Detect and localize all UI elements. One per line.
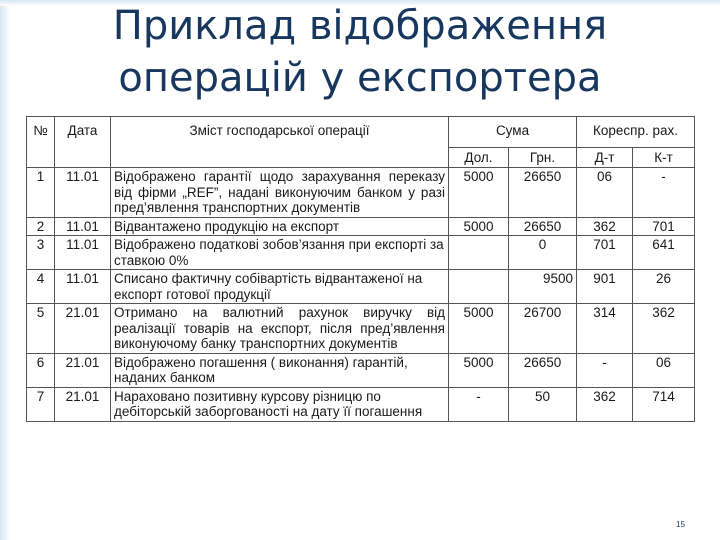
row-dt: 362 bbox=[577, 217, 633, 236]
row-content: Відвантажено продукцію на експорт bbox=[111, 217, 449, 236]
row-dol: - bbox=[449, 387, 509, 421]
row-uah: 9500 bbox=[509, 270, 577, 304]
row-dol: 5000 bbox=[449, 353, 509, 387]
header-date: Дата bbox=[55, 117, 111, 168]
header-sum: Сума bbox=[449, 117, 577, 148]
page-number: 15 bbox=[676, 520, 685, 529]
row-uah: 0 bbox=[509, 236, 577, 270]
row-kt: 362 bbox=[633, 304, 695, 354]
row-kt: 26 bbox=[633, 270, 695, 304]
row-kt: 06 bbox=[633, 353, 695, 387]
row-dol bbox=[449, 236, 509, 270]
row-date: 21.01 bbox=[55, 387, 111, 421]
row-dt: 901 bbox=[577, 270, 633, 304]
table-row bbox=[27, 270, 695, 304]
row-kt: - bbox=[633, 168, 695, 218]
row-content: Відображено гарантії щодо зарахування переказу від фірми „REF”, надані виконуючим банком у разі пред’явлення транспортних документів bbox=[111, 168, 449, 218]
table-row bbox=[27, 236, 695, 270]
row-content: Відображено погашення ( виконання) гарантій, наданих банком bbox=[111, 353, 449, 387]
row-dol: 5000 bbox=[449, 168, 509, 218]
row-kt: 641 bbox=[633, 236, 695, 270]
title-line-1: Приклад відображення bbox=[112, 3, 608, 49]
row-kt: 714 bbox=[633, 387, 695, 421]
table-row bbox=[27, 304, 695, 354]
row-number: 5 bbox=[27, 304, 55, 354]
table-row bbox=[27, 217, 695, 236]
row-date: 11.01 bbox=[55, 217, 111, 236]
row-kt: 701 bbox=[633, 217, 695, 236]
row-date: 11.01 bbox=[55, 168, 111, 218]
row-uah: 26650 bbox=[509, 217, 577, 236]
table-row bbox=[27, 387, 695, 421]
subheader-dol: Дол. bbox=[449, 147, 509, 168]
header-content: Зміст господарської операції bbox=[111, 117, 449, 168]
row-number: 2 bbox=[27, 217, 55, 236]
row-dt: 314 bbox=[577, 304, 633, 354]
row-dol: 5000 bbox=[449, 217, 509, 236]
title-line-2: операцій у експортера bbox=[118, 55, 602, 101]
header-corr: Кореспр. рах. bbox=[577, 117, 695, 148]
row-uah: 26700 bbox=[509, 304, 577, 354]
row-dol bbox=[449, 270, 509, 304]
row-number: 4 bbox=[27, 270, 55, 304]
subheader-dt: Д-т bbox=[577, 147, 633, 168]
row-content: Нараховано позитивну курсову різницю по дебіторській заборгованості на дату її погашення bbox=[111, 387, 449, 421]
row-dt: 362 bbox=[577, 387, 633, 421]
row-number: 7 bbox=[27, 387, 55, 421]
table-row bbox=[27, 353, 695, 387]
subheader-kt: К-т bbox=[633, 147, 695, 168]
row-content: Отримано на валютний рахунок виручку від реалізації товарів на експорт, після пред’явлення виконуючому банку транспортних документів bbox=[111, 304, 449, 354]
row-uah: 26650 bbox=[509, 168, 577, 218]
row-date: 21.01 bbox=[55, 304, 111, 354]
row-dt: 701 bbox=[577, 236, 633, 270]
header-number: № bbox=[27, 117, 55, 168]
slide-title bbox=[0, 0, 720, 104]
row-content: Списано фактичну собівартість відвантаженої на експорт готової продукції bbox=[111, 270, 449, 304]
row-dt: - bbox=[577, 353, 633, 387]
row-uah: 50 bbox=[509, 387, 577, 421]
row-date: 11.01 bbox=[55, 270, 111, 304]
row-dol: 5000 bbox=[449, 304, 509, 354]
row-dt: 06 bbox=[577, 168, 633, 218]
operations-table bbox=[26, 116, 695, 422]
row-date: 21.01 bbox=[55, 353, 111, 387]
row-number: 6 bbox=[27, 353, 55, 387]
row-uah: 26650 bbox=[509, 353, 577, 387]
table-row bbox=[27, 168, 695, 218]
row-number: 3 bbox=[27, 236, 55, 270]
subheader-uah: Грн. bbox=[509, 147, 577, 168]
row-content: Відображено податкові зобов’язання при експорті за ставкою 0% bbox=[111, 236, 449, 270]
table-header-row bbox=[27, 117, 695, 148]
row-number: 1 bbox=[27, 168, 55, 218]
row-date: 11.01 bbox=[55, 236, 111, 270]
